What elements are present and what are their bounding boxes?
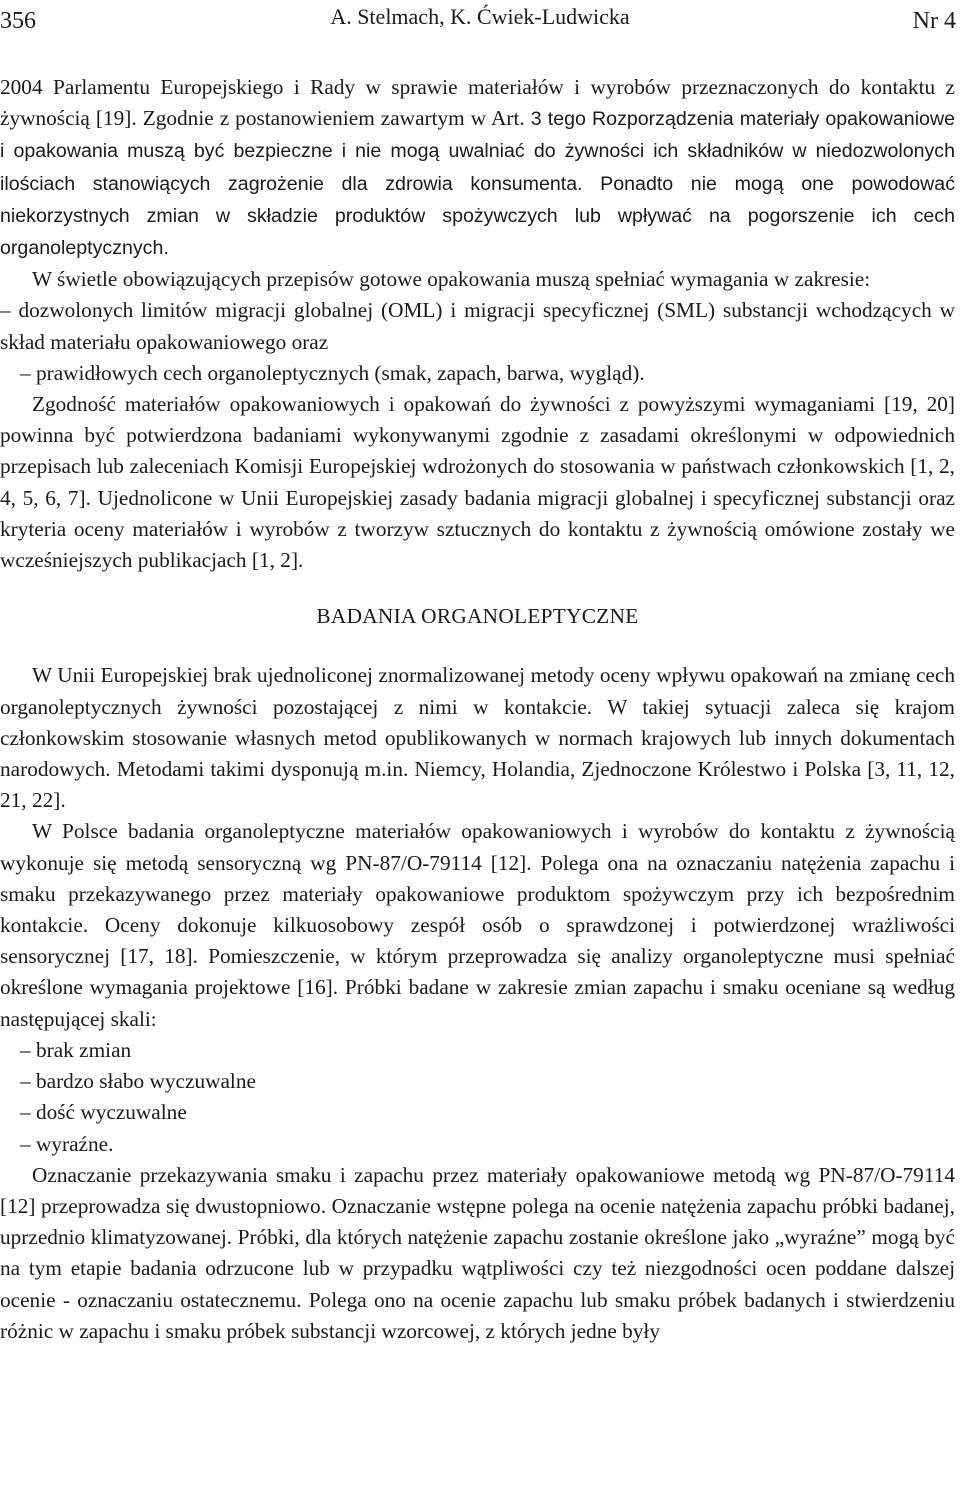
page-number: 356	[0, 8, 36, 34]
article-body	[0, 72, 955, 1347]
scale-item: – brak zmian	[20, 1037, 132, 1062]
paragraph-eu-methods: W Unii Europejskiej brak ujednoliconej znormalizowanej metody oceny wpływu opakowań na zmianę cech organoleptycznych żywności pozostającej z nimi w kontakcie. W takiej sytuacji zaleca się krajom członkowskim stosowanie własnych metod opublikowanych w normach krajowych lub innych dokumentach narodowych. Metodami takimi dysponują m.in. Niemcy, Holandia, Zjednoczone Królestwo i Polska [3, 11, 12, 21, 22].	[0, 663, 955, 813]
list-item: – prawidłowych cech organoleptycznych (smak, zapach, barwa, wygląd).	[20, 360, 645, 385]
list-item: – dozwolonych limitów migracji globalnej (OML) i migracji specyficznej (SML) substancji wchodzących w skład materiału opakowaniowego oraz	[0, 298, 955, 354]
paragraph-compliance: Zgodność materiałów opakowaniowych i opakowań do żywności z powyższymi wymaganiami [19, 20] powinna być potwierdzona badaniami wykonywanymi zgodnie z zasadami określonymi w odpowiednich przepisach lub zaleceniach Komisji Europejskiej wdrożonych do stosowania w państwach członkowskich [1, 2, 4, 5, 6, 7]. Ujednolicone w Unii Europejskiej zasady badania migracji globalnej i specyficznej substancji oraz kryteria oceny materiałów i wyrobów z tworzyw sztucznych do kontaktu z żywnością omówione zostały we wcześniejszych publikacjach [1, 2].	[0, 392, 955, 573]
paragraph-regulation-serif: 2004 Parlamentu Europejskiego i Rady w sprawie materiałów i wyrobów przeznaczonych do kontaktu z żywnością [19]. Zgodnie z postanowieniem zawartym w Art.	[0, 75, 955, 131]
page-header	[0, 4, 960, 38]
scale-item: – bardzo słabo wyczuwalne	[20, 1069, 256, 1094]
paragraph-poland-method: W Polsce badania organoleptyczne materiałów opakowaniowych i wyrobów do kontaktu z żywnością wykonuje się metodą sensoryczną wg PN-87/O-79114 [12]. Polega ona na oznaczaniu natężenia zapachu i smaku przekazywanego przez materiały opakowaniowe produktom spożywczym przy ich bezpośrednim kontakcie. Oceny dokonuje kilkuosobowy zespół osób o sprawdzonej i potwierdzonej wrażliwości sensorycznej [17, 18]. Pomieszczenie, w którym przeprowadza się analizy organoleptyczne musi spełniać określone wymagania projektowe [16]. Próbki badane w zakresie zmian zapachu i smaku oceniane są według następującej skali:	[0, 819, 955, 1031]
scale-item: – dość wyczuwalne	[20, 1100, 187, 1125]
issue-number: Nr 4	[912, 8, 956, 34]
paragraph-requirements: W świetle obowiązujących przepisów gotowe opakowania muszą spełniać wymagania w zakresie:	[32, 267, 871, 292]
paragraph-regulation	[0, 72, 955, 264]
scale-item: – wyraźne.	[20, 1131, 114, 1156]
running-title-authors: A. Stelmach, K. Ćwiek-Ludwicka	[330, 4, 630, 29]
paragraph-regulation-sans: 3 tego Rozporządzenia materiały opakowaniowe i opakowania muszą być bezpieczne i nie mogą uwalniać do żywności ich składników w niedozwolonych ilościach stanowiących zagrożenie dla zdrowia konsumenta. Ponadto nie mogą one powodować niekorzystnych zmian w składzie produktów spożywczych lub wpływać na pogorszenie ich cech organoleptycznych.	[0, 108, 955, 260]
paragraph-two-stage: Oznaczanie przekazywania smaku i zapachu przez materiały opakowaniowe metodą wg PN-87/O-79114 [12] przeprowadza się dwustopniowo. Oznaczanie wstępne polega na ocenie natężenia zapachu próbki badanej, uprzednio klimatyzowanej. Próbki, dla których natężenie zapachu zostanie określone jako „wyraźne” mogą być na tym etapie badania odrzucone lub w przypadku wątpliwości czy też niezgodności ocen poddane dalszej ocenie - oznaczaniu ostatecznemu. Polega ono na ocenie zapachu lub smaku próbek badanych i stwierdzeniu różnic w zapachu i smaku próbek substancji wzorcowej, z których jedne były	[0, 1162, 955, 1343]
section-heading: BADANIA ORGANOLEPTYCZNE	[316, 604, 639, 629]
